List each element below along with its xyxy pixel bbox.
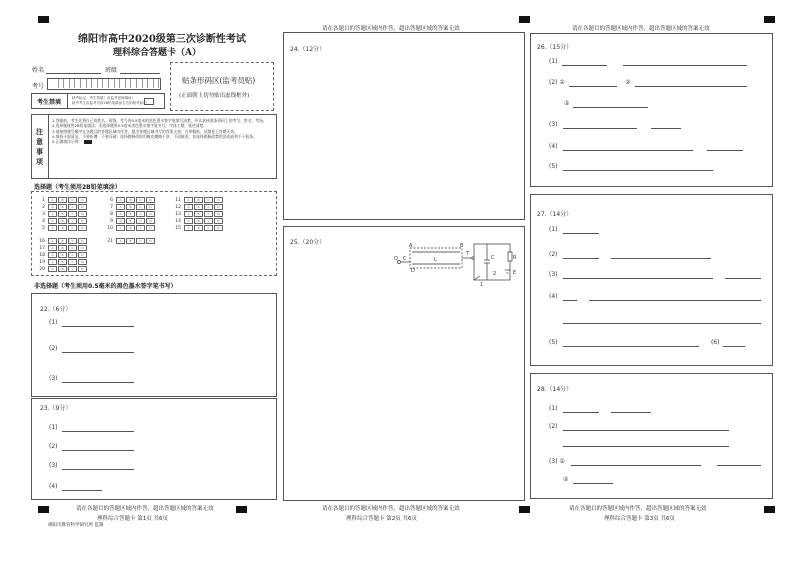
notice-text-2: 缺考考生由监考员用2B铅笔填涂右边的缺考标记。 — [72, 101, 151, 105]
q26-part-label: (4) — [549, 143, 558, 150]
answer-bubble-d[interactable]: D — [214, 204, 223, 210]
nonchoice-title: 非选择题（考生须用0.5毫米的黑色墨水签字笔书写） — [34, 283, 177, 290]
registration-mark — [38, 506, 49, 513]
notice-box — [31, 93, 165, 109]
q27-answer-line[interactable] — [723, 346, 745, 347]
q26-answer-line[interactable] — [562, 65, 607, 66]
q27-answer-line[interactable] — [725, 278, 761, 279]
answer-bubble-b[interactable]: B — [194, 218, 203, 224]
attention-item: 1.答题前，考生先将自己的姓名、班级、考号用0.5毫米的黑色墨水签字笔填写清楚，并认真核准条形码上的考号、姓名、考场。 — [52, 118, 267, 123]
answer-bubble-d[interactable]: D — [146, 204, 155, 210]
question-number: 11 — [175, 197, 181, 203]
q24-title: 24.（12分） — [290, 46, 326, 53]
answer-bubble-b[interactable]: B — [58, 204, 67, 210]
choice-question-row — [38, 225, 87, 231]
answer-bubble-d[interactable]: D — [214, 225, 223, 231]
choice-title: 选择题（考生须用2B铅笔填涂） — [34, 184, 121, 191]
question-number: 1 — [42, 197, 45, 203]
question-number: 10 — [107, 225, 113, 231]
q22-part-label: (3) — [49, 375, 58, 382]
choice-question-row — [174, 197, 223, 203]
answer-bubble-b[interactable]: B — [58, 197, 67, 203]
answer-bubble-a[interactable]: A — [184, 218, 193, 224]
attention-char: 项 — [36, 158, 43, 166]
choice-question-row — [38, 259, 87, 265]
q26-part-label: ② — [564, 100, 570, 107]
answer-bubble-c[interactable]: C — [68, 259, 77, 265]
q26-answer-line[interactable] — [623, 65, 747, 66]
q23-part-label: (3) — [49, 462, 58, 469]
exam-number-grid[interactable] — [47, 78, 161, 90]
answer-bubble-b[interactable]: B — [58, 211, 67, 217]
attention-item: 3.请按照题号顺序在各题目的答题区域内作答，超出答题区域书写的答案无效；在草稿纸、试题卷上答题无效。 — [52, 128, 238, 134]
q22-part-label: (2) — [49, 345, 58, 352]
q27-part-label: (4) — [549, 293, 558, 300]
notice-text-1: 缺考标记，考生禁填！由监考老师填涂！ — [72, 96, 135, 100]
answer-bubble-c[interactable]: C — [68, 238, 77, 244]
q26-part-label: (1) — [549, 58, 558, 65]
external-circuit — [474, 244, 510, 280]
q23-part-label: (2) — [49, 443, 58, 450]
answer-bubble-b[interactable]: B — [58, 245, 67, 251]
diagram-label: T — [466, 251, 470, 257]
q28-answer-line[interactable] — [563, 430, 729, 431]
q28-answer-line[interactable] — [571, 465, 701, 466]
answer-bubble-d[interactable]: D — [78, 225, 87, 231]
answer-bubble-d[interactable]: D — [214, 197, 223, 203]
choice-question-row — [106, 197, 155, 203]
point-o — [398, 261, 401, 264]
answer-bubble-a[interactable]: A — [48, 197, 57, 203]
choice-question-row — [38, 197, 87, 203]
question-number: 15 — [175, 225, 181, 231]
answer-bubble-b[interactable]: B — [194, 225, 203, 231]
answer-bubble-c[interactable]: C — [136, 238, 145, 244]
answer-bubble-c[interactable]: C — [68, 252, 77, 258]
diagram-label: A — [409, 243, 413, 249]
answer-bubble-c[interactable]: C — [68, 197, 77, 203]
q28-answer-line[interactable] — [717, 465, 761, 466]
answer-bubble-b[interactable]: B — [58, 266, 67, 272]
question-number: 4 — [42, 218, 45, 224]
answer-bubble-b[interactable]: B — [126, 218, 135, 224]
q23-title: 23.（9分） — [40, 405, 72, 412]
attention-char: 注 — [36, 128, 43, 136]
answer-bubble-c[interactable]: C — [204, 218, 213, 224]
q24-answer-box[interactable] — [283, 32, 525, 220]
choice-question-row — [38, 204, 87, 210]
q27-answer-line[interactable] — [589, 300, 761, 301]
q25-answer-box[interactable] — [283, 226, 525, 501]
name-field[interactable] — [46, 73, 101, 74]
answer-bubble-a[interactable]: A — [116, 218, 125, 224]
question-number: 21 — [107, 238, 113, 244]
q26-answer-box[interactable] — [530, 33, 773, 187]
choice-question-row — [38, 238, 87, 244]
q26-answer-line[interactable] — [569, 86, 617, 87]
answer-bubble-c[interactable]: C — [68, 218, 77, 224]
q27-part-label: (3) — [549, 271, 558, 278]
notice-label: 考生禁填 — [37, 99, 62, 106]
exam-number-cell — [153, 79, 159, 88]
q26-part-label: (3) — [549, 121, 558, 128]
q23-answer-box[interactable] — [31, 398, 277, 500]
choice-question-row — [38, 218, 87, 224]
q25-title: 25.（20分） — [290, 239, 326, 246]
filled-example-mark — [84, 140, 92, 144]
choice-question-row — [106, 238, 155, 244]
exam-number-label: 考号 — [32, 83, 45, 90]
diagram-label: C — [403, 256, 407, 262]
registration-mark — [764, 506, 775, 513]
q28-part-label: (2) — [549, 423, 558, 430]
answer-bubble-a[interactable]: A — [184, 225, 193, 231]
q27-answer-line[interactable] — [563, 346, 699, 347]
question-number: 12 — [175, 204, 181, 210]
q23-answer-line[interactable] — [62, 450, 134, 451]
q28-answer-line[interactable] — [563, 412, 599, 413]
attention-item-text: 5.正确填涂示例： — [52, 139, 83, 145]
choice-question-row — [38, 245, 87, 251]
resistor-r — [508, 252, 512, 261]
choice-question-row — [106, 204, 155, 210]
answer-bubble-a[interactable]: A — [48, 211, 57, 217]
choice-question-row — [106, 218, 155, 224]
attention-char: 意 — [36, 138, 43, 146]
question-number: 18 — [39, 252, 45, 258]
q26-part-label: ② — [625, 79, 631, 86]
q26-part-label: (5) — [549, 163, 558, 170]
q27-part-label: (2) — [549, 251, 558, 258]
q23-answer-line[interactable] — [62, 431, 134, 432]
answer-bubble-d[interactable]: D — [78, 252, 87, 258]
q23-answer-line[interactable] — [62, 490, 102, 491]
answer-bubble-c[interactable]: C — [136, 197, 145, 203]
answer-bubble-d[interactable]: D — [146, 218, 155, 224]
diagram-label: O — [394, 256, 398, 262]
footer-page: 理科综合答题卡 第3页 共6页 — [604, 516, 675, 522]
q22-answer-box[interactable] — [31, 293, 277, 397]
answer-bubble-a[interactable]: A — [48, 204, 57, 210]
diagram-label: L — [434, 257, 437, 263]
answer-bubble-b[interactable]: B — [58, 218, 67, 224]
answer-bubble-b[interactable]: B — [58, 238, 67, 244]
class-field[interactable] — [120, 73, 160, 74]
absence-mark-box[interactable] — [144, 98, 154, 105]
barcode-note: (正面朝上切勿贴出虚线框外) — [179, 93, 250, 99]
registration-mark — [236, 506, 247, 513]
q28-part-label: ② — [563, 476, 569, 483]
answer-bubble-a[interactable]: A — [184, 204, 193, 210]
answer-bubble-a[interactable]: A — [48, 259, 57, 265]
answer-bubble-c[interactable]: C — [204, 197, 213, 203]
answer-bubble-c[interactable]: C — [136, 211, 145, 217]
choice-question-row — [38, 252, 87, 258]
answer-bubble-b[interactable]: B — [58, 259, 67, 265]
q23-answer-line[interactable] — [62, 469, 134, 470]
answer-bubble-d[interactable]: D — [78, 211, 87, 217]
diagram-label: 2 — [493, 271, 497, 277]
answer-bubble-a[interactable]: A — [184, 197, 193, 203]
attention-item — [52, 139, 272, 144]
attention-item: 4.保持卡面清洁，不要折叠，不要弄破；选择题修改时用橡皮擦擦干净，不留痕迹，非选择题修改禁用涂改液和不干胶条。 — [52, 133, 257, 139]
q26-answer-line[interactable] — [707, 150, 743, 151]
attention-label-cell — [32, 115, 49, 178]
answer-bubble-b[interactable]: B — [58, 225, 67, 231]
attention-item: 2.选择题使用2B铅笔填涂；非选择题用0.5毫米黑色墨水签字笔书写，字体工整、笔迹清楚。 — [52, 123, 208, 129]
answer-bubble-d[interactable]: D — [78, 245, 87, 251]
question-number: 8 — [110, 211, 113, 217]
q28-answer-box[interactable] — [530, 373, 773, 499]
answer-bubble-c[interactable]: C — [136, 204, 145, 210]
q27-answer-box[interactable] — [530, 194, 773, 366]
question-number: 14 — [175, 218, 181, 224]
answer-bubble-c[interactable]: C — [68, 245, 77, 251]
question-number: 9 — [110, 218, 113, 224]
q27-part-label: (6) — [711, 339, 720, 346]
answer-bubble-c[interactable]: C — [136, 218, 145, 224]
q27-answer-line[interactable] — [563, 300, 577, 301]
answer-bubble-c[interactable]: C — [68, 211, 77, 217]
q22-answer-line[interactable] — [62, 382, 134, 383]
answer-bubble-c[interactable]: C — [204, 211, 213, 217]
q26-answer-line[interactable] — [573, 107, 648, 108]
footer-page: 理科综合答题卡 第2页 共6页 — [346, 516, 417, 522]
answer-bubble-d[interactable]: D — [78, 266, 87, 272]
q28-part-label: (3) ① — [549, 458, 565, 465]
answer-bubble-d[interactable]: D — [78, 259, 87, 265]
answer-bubble-d[interactable]: D — [214, 211, 223, 217]
answer-bubble-c[interactable]: C — [68, 204, 77, 210]
choice-question-row — [174, 204, 223, 210]
q26-title: 26.（15分） — [537, 44, 573, 51]
question-number: 5 — [42, 225, 45, 231]
exam-subtitle: 理科综合答题卡（A） — [113, 48, 201, 58]
answer-bubble-b[interactable]: B — [126, 225, 135, 231]
name-label: 姓名 — [32, 67, 45, 74]
choice-answer-area[interactable] — [31, 191, 277, 276]
attention-label — [36, 127, 43, 167]
exam-title: 绵阳市高中2020级第三次诊断性考试 — [78, 34, 246, 45]
choice-question-row — [174, 225, 223, 231]
choice-question-row — [38, 211, 87, 217]
q28-answer-line[interactable] — [563, 446, 729, 447]
registration-mark — [519, 506, 530, 513]
answer-bubble-b[interactable]: B — [126, 197, 135, 203]
answer-bubble-b[interactable]: B — [194, 211, 203, 217]
answer-bubble-b[interactable]: B — [194, 204, 203, 210]
answer-bubble-a[interactable]: A — [48, 245, 57, 251]
answer-bubble-d[interactable]: D — [146, 225, 155, 231]
question-number: 6 — [110, 197, 113, 203]
q23-part-label: (1) — [49, 424, 58, 431]
q22-answer-line[interactable] — [62, 326, 134, 327]
answer-bubble-b[interactable]: B — [58, 252, 67, 258]
divider — [67, 94, 68, 108]
answer-bubble-d[interactable]: D — [78, 204, 87, 210]
q26-answer-line[interactable] — [563, 150, 693, 151]
question-number: 20 — [39, 266, 45, 272]
question-number: 19 — [39, 259, 45, 265]
answer-bubble-c[interactable]: C — [68, 225, 77, 231]
choice-question-row — [106, 225, 155, 231]
answer-bubble-d[interactable]: D — [146, 197, 155, 203]
class-label: 班级 — [105, 67, 118, 74]
question-number: 16 — [39, 238, 45, 244]
q27-part-label: (1) — [549, 226, 558, 233]
q26-answer-line[interactable] — [635, 86, 747, 87]
answer-bubble-b[interactable]: B — [126, 204, 135, 210]
choice-question-row — [106, 211, 155, 217]
q27-title: 27.（14分） — [537, 211, 573, 218]
choice-question-row — [174, 211, 223, 217]
answer-bubble-a[interactable]: A — [116, 211, 125, 217]
question-number: 17 — [39, 245, 45, 251]
answer-bubble-a[interactable]: A — [116, 238, 125, 244]
answer-bubble-c[interactable]: C — [204, 204, 213, 210]
answer-bubble-a[interactable]: A — [48, 266, 57, 272]
header-warning: 请在各题目的答题区域内作答，超出答题区域的答案无效 — [572, 26, 710, 32]
answer-bubble-d[interactable]: D — [78, 238, 87, 244]
diagram-label: E — [513, 270, 517, 276]
q26-answer-line[interactable] — [563, 170, 713, 171]
question-number: 7 — [110, 204, 113, 210]
q27-answer-line[interactable] — [563, 278, 713, 279]
attention-char: 事 — [36, 148, 43, 156]
registration-mark — [764, 16, 775, 23]
answer-bubble-d[interactable]: D — [146, 238, 155, 244]
answer-bubble-c[interactable]: C — [136, 225, 145, 231]
footer-page: 理科综合答题卡 第1页 共6页 — [97, 516, 168, 522]
q28-part-label: (1) — [549, 405, 558, 412]
question-number: 13 — [175, 211, 181, 217]
question-number: 2 — [42, 204, 45, 210]
answer-bubble-a[interactable]: A — [116, 197, 125, 203]
answer-bubble-c[interactable]: C — [204, 225, 213, 231]
footer-warning: 请在各题目的答题区域内作答，超出答题区域的答案无效 — [322, 506, 460, 512]
attention-items — [52, 118, 272, 144]
q26-answer-line[interactable] — [563, 128, 637, 129]
q27-part-label: (5) — [549, 339, 558, 346]
footer-warning: 请在各题目的答题区域内作答，超出答题区域的答案无效 — [569, 506, 707, 512]
diagram-label: 1 — [480, 282, 484, 288]
q22-part-label: (1) — [49, 319, 58, 326]
answer-bubble-a[interactable]: A — [48, 238, 57, 244]
q27-answer-line[interactable] — [611, 258, 711, 259]
q27-answer-line[interactable] — [563, 233, 599, 234]
answer-bubble-a[interactable]: A — [48, 225, 57, 231]
barcode-label: 贴条形码区(监考员贴) — [182, 76, 256, 85]
answer-bubble-d[interactable]: D — [78, 197, 87, 203]
diagram-label: C — [491, 255, 495, 261]
q23-part-label: (4) — [49, 483, 58, 490]
answer-bubble-d[interactable]: D — [214, 218, 223, 224]
answer-bubble-b[interactable]: B — [126, 238, 135, 244]
answer-bubble-a[interactable]: A — [48, 252, 57, 258]
q26-part-label: (2) ① — [549, 79, 565, 86]
answer-bubble-c[interactable]: C — [68, 266, 77, 272]
q27-answer-line[interactable] — [563, 323, 761, 324]
q28-answer-line[interactable] — [611, 412, 651, 413]
footer-publisher: 绵阳市教育科学研究所 监制 — [48, 523, 104, 528]
attention-box — [31, 114, 277, 179]
q26-answer-line[interactable] — [651, 128, 681, 129]
registration-mark — [38, 16, 49, 23]
answer-bubble-b[interactable]: B — [126, 211, 135, 217]
answer-bubble-b[interactable]: B — [194, 197, 203, 203]
q28-answer-line[interactable] — [573, 483, 613, 484]
q22-answer-line[interactable] — [62, 352, 134, 353]
q27-answer-line[interactable] — [563, 258, 599, 259]
barcode-area — [170, 62, 274, 111]
diagram-label: R — [513, 255, 517, 261]
answer-bubble-a[interactable]: A — [48, 218, 57, 224]
answer-bubble-d[interactable]: D — [78, 218, 87, 224]
footer-warning: 请在各题目的答题区域内作答，超出答题区域的答案无效 — [76, 506, 214, 512]
answer-bubble-a[interactable]: A — [184, 211, 193, 217]
switch-arm — [474, 276, 480, 280]
registration-mark — [519, 16, 530, 23]
choice-question-row — [38, 266, 87, 272]
q28-title: 28.（14分） — [537, 386, 573, 393]
choice-question-row — [174, 218, 223, 224]
answer-bubble-a[interactable]: A — [116, 204, 125, 210]
answer-bubble-a[interactable]: A — [116, 225, 125, 231]
q22-title: 22.（6分） — [40, 306, 72, 313]
diagram-label: B — [460, 243, 464, 249]
question-number: 3 — [42, 211, 45, 217]
q25-circuit-diagram — [394, 241, 519, 289]
answer-bubble-d[interactable]: D — [146, 211, 155, 217]
diagram-label: D — [411, 268, 415, 274]
header-warning: 请在各题目的答题区域内作答，超出答题区域的答案无效 — [322, 26, 460, 32]
